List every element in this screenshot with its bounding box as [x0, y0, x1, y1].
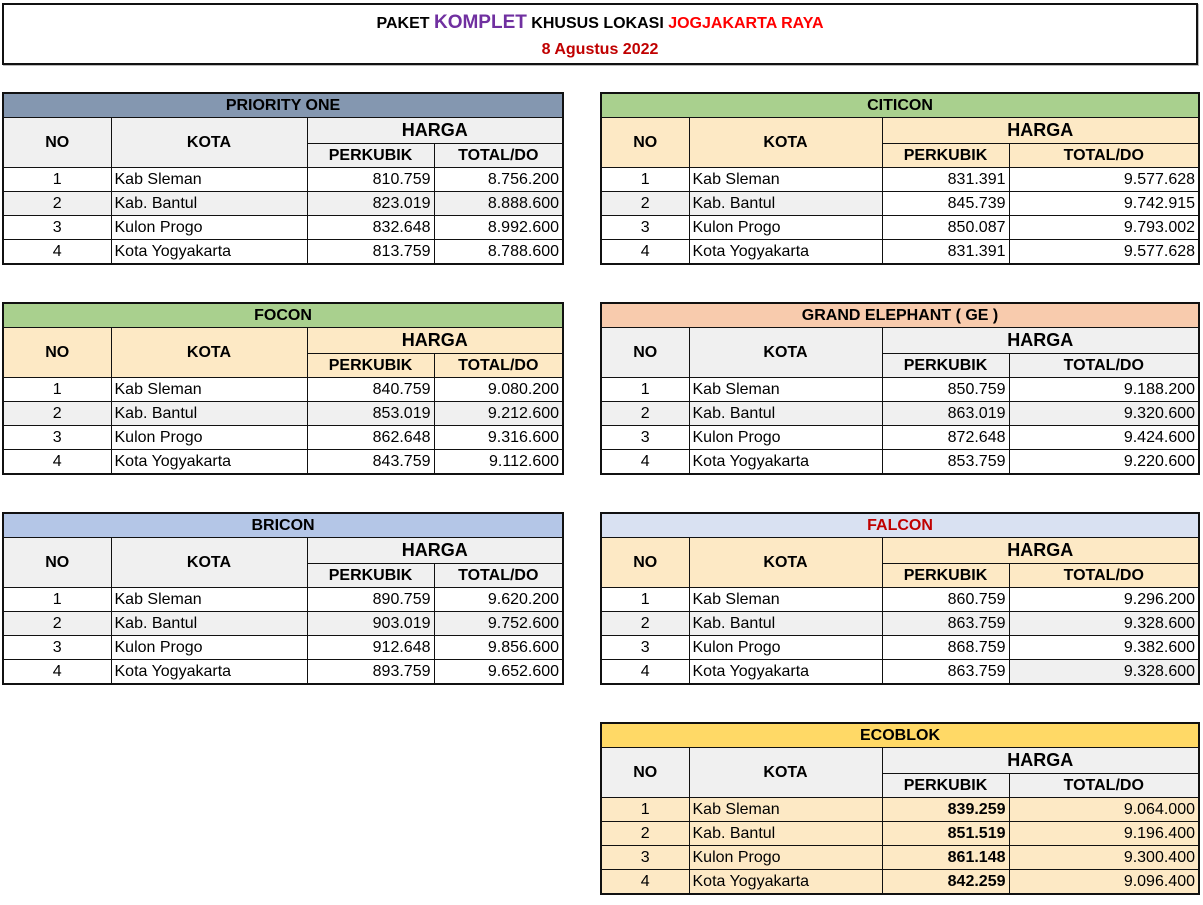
row-total: 9.577.628 [1009, 168, 1199, 192]
row-total: 9.320.600 [1009, 402, 1199, 426]
title-part-khusus: KHUSUS LOKASI [526, 15, 669, 32]
row-total: 9.220.600 [1009, 450, 1199, 475]
row-number: 1 [3, 588, 111, 612]
table-row [3, 612, 563, 636]
column-header-harga: HARGA [882, 118, 1199, 144]
row-perkubik: 863.759 [882, 660, 1009, 685]
row-total: 9.188.200 [1009, 378, 1199, 402]
row-kota: Kota Yogyakarta [689, 240, 882, 265]
table-caption: BRICON [3, 513, 563, 538]
table-row [601, 426, 1199, 450]
table-row [601, 870, 1199, 895]
row-total: 9.856.600 [434, 636, 563, 660]
column-header-harga: HARGA [882, 538, 1199, 564]
row-perkubik: 872.648 [882, 426, 1009, 450]
column-header-harga: HARGA [882, 748, 1199, 774]
table-row [601, 822, 1199, 846]
column-header-kota: KOTA [689, 538, 882, 588]
row-perkubik: 863.019 [882, 402, 1009, 426]
column-header-no: NO [3, 118, 111, 168]
row-kota: Kulon Progo [689, 216, 882, 240]
row-number: 1 [601, 588, 689, 612]
row-kota: Kab. Bantul [111, 192, 307, 216]
table-row [601, 402, 1199, 426]
row-perkubik: 810.759 [307, 168, 434, 192]
title-part-komplet: KOMPLET [433, 12, 527, 33]
row-total: 9.620.200 [434, 588, 563, 612]
column-header-kota: KOTA [689, 328, 882, 378]
row-perkubik: 831.391 [882, 240, 1009, 265]
column-header-total: TOTAL/DO [1009, 144, 1199, 168]
table-row [3, 588, 563, 612]
row-perkubik: 851.519 [882, 822, 1009, 846]
row-total: 9.424.600 [1009, 426, 1199, 450]
page-title [4, 12, 1196, 34]
row-number: 4 [601, 450, 689, 475]
column-header-no: NO [601, 118, 689, 168]
row-perkubik: 839.259 [882, 798, 1009, 822]
row-number: 1 [601, 378, 689, 402]
row-kota: Kab. Bantul [111, 612, 307, 636]
column-header-total: TOTAL/DO [1009, 354, 1199, 378]
row-total: 9.316.600 [434, 426, 563, 450]
table-row [601, 798, 1199, 822]
title-part-paket: PAKET [376, 15, 434, 32]
row-kota: Kulon Progo [689, 636, 882, 660]
column-header-perkubik: PERKUBIK [882, 354, 1009, 378]
table-row [3, 402, 563, 426]
table-row [3, 378, 563, 402]
column-header-kota: KOTA [689, 118, 882, 168]
column-header-kota: KOTA [111, 538, 307, 588]
column-header-kota: KOTA [111, 328, 307, 378]
column-header-perkubik: PERKUBIK [882, 774, 1009, 798]
column-header-perkubik: PERKUBIK [307, 564, 434, 588]
row-perkubik: 853.019 [307, 402, 434, 426]
column-header-no: NO [601, 538, 689, 588]
table-caption: PRIORITY ONE [3, 93, 563, 118]
column-header-total: TOTAL/DO [1009, 564, 1199, 588]
table-row [3, 660, 563, 685]
column-header-perkubik: PERKUBIK [307, 354, 434, 378]
column-header-perkubik: PERKUBIK [882, 564, 1009, 588]
row-total: 8.992.600 [434, 216, 563, 240]
row-kota: Kab. Bantul [689, 612, 882, 636]
table-row [3, 192, 563, 216]
column-header-total: TOTAL/DO [1009, 774, 1199, 798]
price-table-citicon [600, 92, 1200, 265]
row-number: 4 [3, 450, 111, 475]
row-total: 8.756.200 [434, 168, 563, 192]
column-header-no: NO [3, 538, 111, 588]
row-kota: Kulon Progo [689, 426, 882, 450]
row-perkubik: 850.759 [882, 378, 1009, 402]
row-number: 2 [601, 192, 689, 216]
price-table-focon [2, 302, 564, 475]
row-perkubik: 850.087 [882, 216, 1009, 240]
table-caption: ECOBLOK [601, 723, 1199, 748]
row-kota: Kota Yogyakarta [111, 660, 307, 685]
row-total: 9.577.628 [1009, 240, 1199, 265]
row-total: 9.064.000 [1009, 798, 1199, 822]
row-perkubik: 843.759 [307, 450, 434, 475]
column-header-total: TOTAL/DO [434, 564, 563, 588]
row-perkubik: 853.759 [882, 450, 1009, 475]
table-row [3, 636, 563, 660]
row-number: 3 [601, 216, 689, 240]
column-header-kota: KOTA [111, 118, 307, 168]
row-kota: Kab Sleman [111, 588, 307, 612]
row-number: 2 [601, 612, 689, 636]
table-row [601, 240, 1199, 265]
column-header-harga: HARGA [882, 328, 1199, 354]
row-total: 8.788.600 [434, 240, 563, 265]
row-total: 9.300.400 [1009, 846, 1199, 870]
row-kota: Kab Sleman [111, 378, 307, 402]
row-perkubik: 840.759 [307, 378, 434, 402]
row-kota: Kab Sleman [689, 798, 882, 822]
row-total: 9.096.400 [1009, 870, 1199, 895]
row-number: 3 [601, 636, 689, 660]
row-total: 9.112.600 [434, 450, 563, 475]
table-caption: GRAND ELEPHANT ( GE ) [601, 303, 1199, 328]
row-perkubik: 813.759 [307, 240, 434, 265]
price-table-priority-one [2, 92, 564, 265]
row-perkubik: 831.391 [882, 168, 1009, 192]
row-perkubik: 903.019 [307, 612, 434, 636]
column-header-no: NO [601, 328, 689, 378]
page-date: 8 Agustus 2022 [541, 41, 659, 58]
column-header-harga: HARGA [307, 118, 563, 144]
column-header-total: TOTAL/DO [434, 354, 563, 378]
row-number: 1 [601, 168, 689, 192]
table-row [601, 450, 1199, 475]
row-total: 9.328.600 [1009, 612, 1199, 636]
row-number: 3 [3, 426, 111, 450]
table-row [601, 636, 1199, 660]
table-row [3, 450, 563, 475]
table-row [3, 426, 563, 450]
row-number: 3 [3, 636, 111, 660]
row-number: 4 [3, 240, 111, 265]
table-row [601, 612, 1199, 636]
row-perkubik: 823.019 [307, 192, 434, 216]
row-kota: Kulon Progo [111, 636, 307, 660]
row-number: 4 [601, 870, 689, 895]
row-number: 1 [601, 798, 689, 822]
row-number: 3 [601, 846, 689, 870]
row-total: 9.752.600 [434, 612, 563, 636]
column-header-no: NO [601, 748, 689, 798]
table-caption: FALCON [601, 513, 1199, 538]
table-row [601, 216, 1199, 240]
row-number: 2 [601, 822, 689, 846]
table-row [3, 240, 563, 265]
row-kota: Kab. Bantul [689, 192, 882, 216]
row-kota: Kulon Progo [689, 846, 882, 870]
row-kota: Kab. Bantul [689, 822, 882, 846]
row-kota: Kota Yogyakarta [111, 240, 307, 265]
row-kota: Kota Yogyakarta [111, 450, 307, 475]
page-title-box [2, 3, 1198, 65]
price-table-ecoblok [600, 722, 1200, 895]
row-number: 2 [601, 402, 689, 426]
table-row [3, 216, 563, 240]
row-kota: Kab. Bantul [111, 402, 307, 426]
row-total: 9.742.915 [1009, 192, 1199, 216]
row-total: 9.080.200 [434, 378, 563, 402]
table-row [601, 378, 1199, 402]
column-header-harga: HARGA [307, 328, 563, 354]
row-total: 9.212.600 [434, 402, 563, 426]
column-header-no: NO [3, 328, 111, 378]
price-table-bricon [2, 512, 564, 685]
row-perkubik: 860.759 [882, 588, 1009, 612]
row-total: 8.888.600 [434, 192, 563, 216]
row-number: 4 [601, 240, 689, 265]
row-perkubik: 912.648 [307, 636, 434, 660]
column-header-total: TOTAL/DO [434, 144, 563, 168]
row-perkubik: 832.648 [307, 216, 434, 240]
row-number: 2 [3, 612, 111, 636]
row-total: 9.652.600 [434, 660, 563, 685]
price-table-falcon [600, 512, 1200, 685]
row-number: 1 [3, 378, 111, 402]
row-kota: Kab. Bantul [689, 402, 882, 426]
row-perkubik: 861.148 [882, 846, 1009, 870]
row-perkubik: 845.739 [882, 192, 1009, 216]
row-perkubik: 890.759 [307, 588, 434, 612]
table-caption: FOCON [3, 303, 563, 328]
row-total: 9.382.600 [1009, 636, 1199, 660]
row-kota: Kab Sleman [689, 588, 882, 612]
column-header-kota: KOTA [689, 748, 882, 798]
row-number: 3 [3, 216, 111, 240]
table-row [601, 168, 1199, 192]
table-row [601, 660, 1199, 685]
row-kota: Kab Sleman [111, 168, 307, 192]
table-row [601, 846, 1199, 870]
row-number: 4 [3, 660, 111, 685]
row-perkubik: 862.648 [307, 426, 434, 450]
row-total: 9.793.002 [1009, 216, 1199, 240]
row-kota: Kulon Progo [111, 426, 307, 450]
row-number: 2 [3, 402, 111, 426]
row-total: 9.296.200 [1009, 588, 1199, 612]
row-kota: Kota Yogyakarta [689, 870, 882, 895]
title-part-location: JOGJAKARTA RAYA [668, 15, 824, 32]
row-kota: Kota Yogyakarta [689, 660, 882, 685]
price-table-grand-elephant-ge [600, 302, 1200, 475]
row-number: 4 [601, 660, 689, 685]
row-number: 2 [3, 192, 111, 216]
column-header-harga: HARGA [307, 538, 563, 564]
row-total: 9.328.600 [1009, 660, 1199, 685]
row-total: 9.196.400 [1009, 822, 1199, 846]
table-caption: CITICON [601, 93, 1199, 118]
row-kota: Kota Yogyakarta [689, 450, 882, 475]
table-row [601, 588, 1199, 612]
row-kota: Kab Sleman [689, 168, 882, 192]
row-perkubik: 868.759 [882, 636, 1009, 660]
row-perkubik: 893.759 [307, 660, 434, 685]
row-perkubik: 863.759 [882, 612, 1009, 636]
row-kota: Kulon Progo [111, 216, 307, 240]
row-number: 3 [601, 426, 689, 450]
column-header-perkubik: PERKUBIK [882, 144, 1009, 168]
row-kota: Kab Sleman [689, 378, 882, 402]
table-row [3, 168, 563, 192]
row-perkubik: 842.259 [882, 870, 1009, 895]
table-row [601, 192, 1199, 216]
row-number: 1 [3, 168, 111, 192]
column-header-perkubik: PERKUBIK [307, 144, 434, 168]
